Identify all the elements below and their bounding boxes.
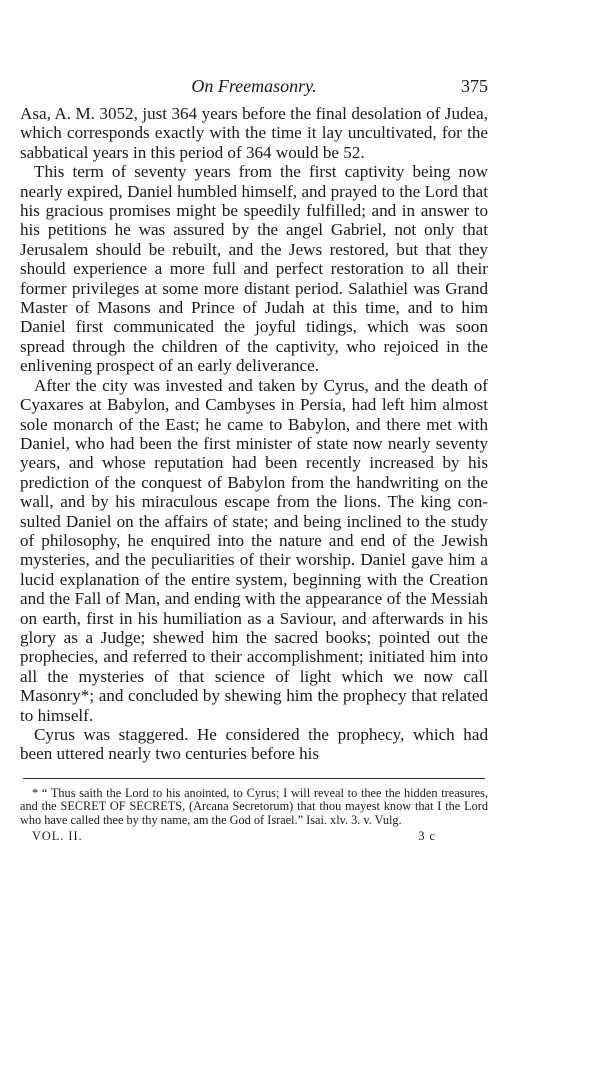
signature-line bbox=[20, 829, 488, 845]
body-text bbox=[20, 104, 488, 764]
running-title: On Freemasonry. bbox=[191, 76, 317, 96]
paragraph-1: Asa, A. M. 3052, just 364 years before the final desolation of Judea, which corresponds exactly with the time it lay uncultivated, for the sabbatical years in this period of 364 would be 52. bbox=[20, 104, 488, 162]
footnote-rule bbox=[23, 778, 485, 779]
paragraph-2: This term of seventy years from the first captivity being now nearly expired, Daniel humbled himself, and prayed to the Lord that his gracious promises might be speedily fulfilled; and in answer to his petitions he was assured by the angel Gabriel, not only that Jerusalem should be rebuilt, and the Jews restored, but that they should experience a more full and perfect restoration to all their former privileges at some more distant period. Salathiel was Grand Master of Masons and Prince of Judah at this time, and to him Daniel first communicated the joyful tidings, which was soon spread through the children of the captivity, who rejoiced in the enlivening prospect of an early deliverance. bbox=[20, 162, 488, 376]
paragraph-3: After the city was invested and taken by Cyrus, and the death of Cyaxares at Babylon, and Cambyses in Persia, had left him almost sole monarch of the East; he came to Babylon, and there met with Daniel, who had been the first minister of state now nearly seventy years, and whose reputation had been recently increased by his prediction of the conquest of Babylon from the handwriting on the wall, and by his miraculous escape from the lions. The king consulted Daniel on the affairs of state; and being inclined to the study of philosophy, he enquired into the nature and end of the Jewish mysteries, and the peculiarities of their worship. Daniel gave him a lucid explanation of the entire system, beginning with the Creation and the Fall of Man, and ending with the appearance of the Messiah on earth, first in his humiliation as a Saviour, and afterwards in his glory as a Judge; shewed him the sacred books; pointed out the prophecies, and referred to their accomplishment; initiated him into all the mysteries of that science of light which we now call Masonry*; and concluded by shewing him the prophecy that related to himself. bbox=[20, 375, 488, 725]
paragraph-4: Cyrus was staggered. He considered the prophecy, which had been uttered nearly two centuries before his bbox=[20, 725, 488, 764]
book-page bbox=[20, 76, 488, 845]
running-head bbox=[20, 76, 488, 104]
volume-mark: VOL. II. bbox=[32, 828, 83, 843]
footnote: * “ Thus saith the Lord to his anointed, to Cyrus; I will reveal to thee the hidden treasures, and the SECRET OF SECRETS, (Arcana Secretorum) that thou mayest know that I the Lord who have called thee by thy name, am the God of Israel.” Isai. xlv. 3. v. Vulg. bbox=[20, 785, 488, 827]
signature-mark: 3 c bbox=[418, 828, 436, 843]
page-number: 375 bbox=[461, 76, 488, 96]
